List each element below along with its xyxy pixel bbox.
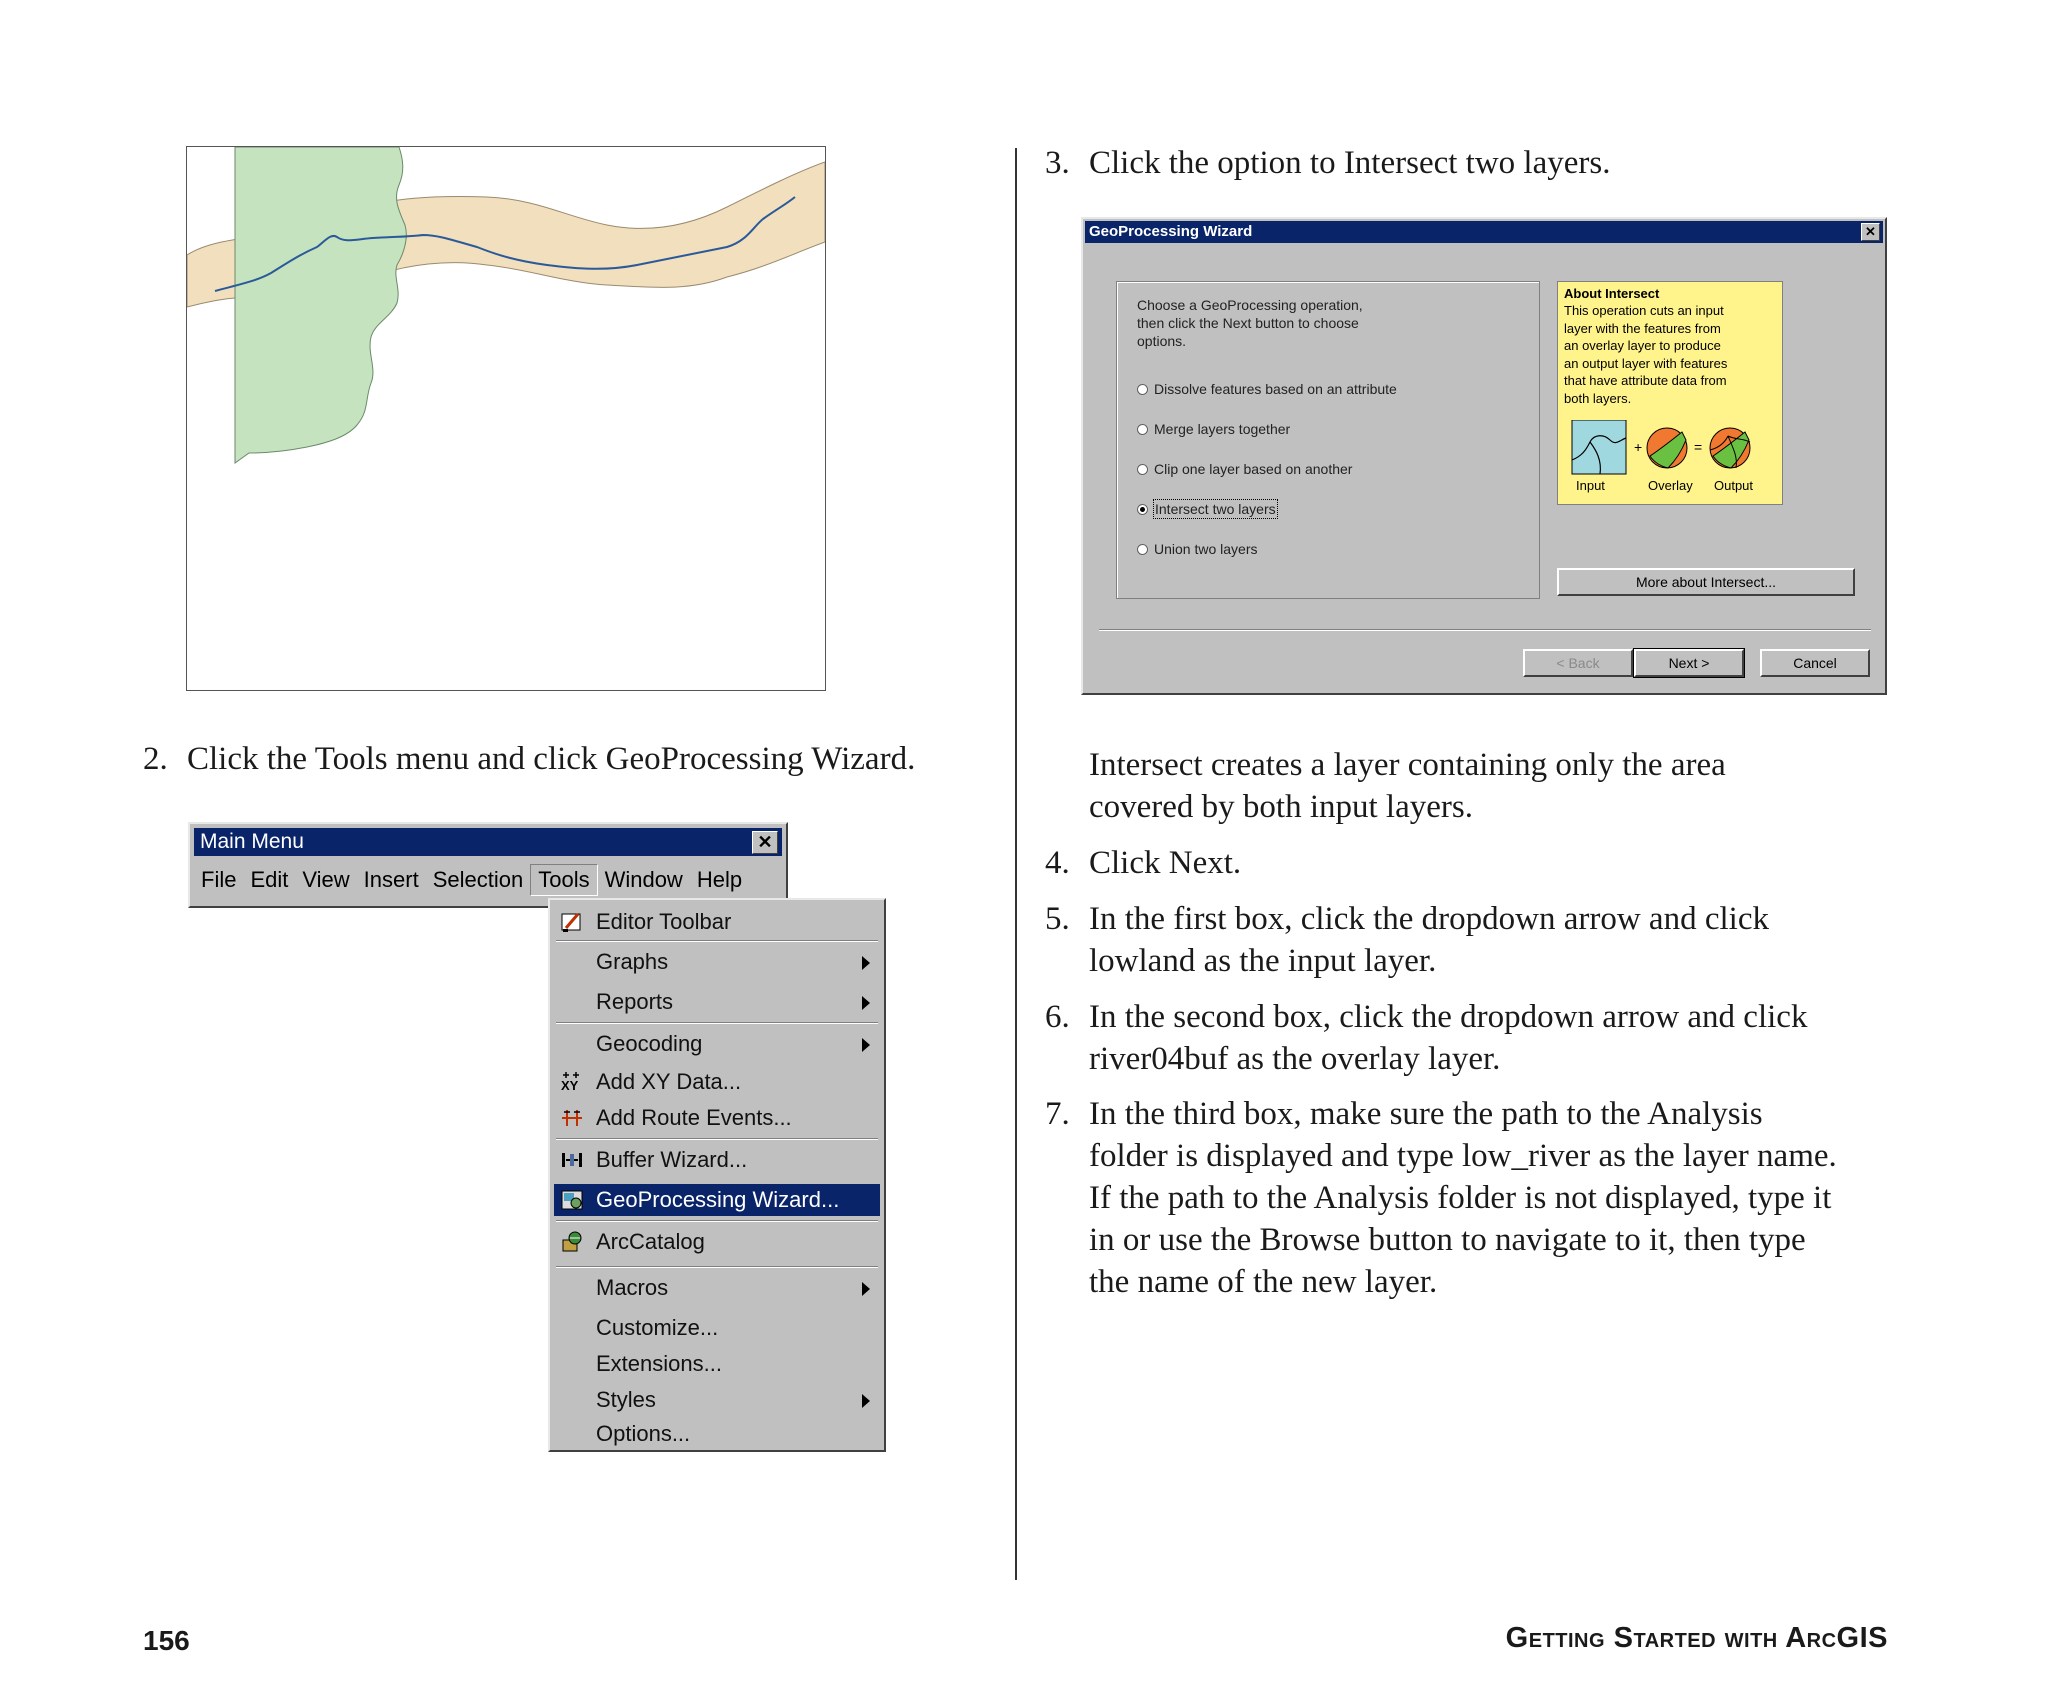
dialog-separator	[1099, 629, 1871, 631]
equals-sign: =	[1694, 439, 1703, 455]
menu-item-buffer-wizard[interactable]: Buffer Wizard...	[554, 1144, 880, 1176]
submenu-arrow-icon	[862, 956, 870, 970]
menu-item-geocoding[interactable]: Geocoding	[554, 1028, 880, 1060]
submenu-arrow-icon	[862, 1038, 870, 1052]
book-title: Getting Started with ArcGIS	[1505, 1622, 1888, 1654]
about-title: About Intersect	[1564, 286, 1660, 301]
menu-help[interactable]: Help	[696, 867, 743, 892]
main-menu-window	[188, 822, 788, 908]
submenu-arrow-icon	[862, 1394, 870, 1408]
wizard-instructions: Choose a GeoProcessing operation, then click the Next button to choose options.	[1137, 297, 1363, 349]
menu-item-add-xy-data[interactable]: XY Add XY Data...	[561, 1069, 742, 1094]
back-button[interactable]: < Back	[1523, 649, 1633, 677]
lowland-polygon	[235, 147, 406, 463]
menu-item-add-route-events[interactable]: Add Route Events...	[554, 1102, 880, 1134]
submenu-arrow-icon	[862, 1282, 870, 1296]
menu-window[interactable]: Window	[604, 867, 683, 892]
map-canvas	[187, 147, 825, 690]
menu-separator	[556, 1138, 878, 1140]
caption-overlay: Overlay	[1648, 478, 1693, 493]
step-3-number: 3.	[1045, 145, 1070, 181]
step-2	[143, 738, 915, 780]
menu-item-editor-toolbar[interactable]: Editor Toolbar	[554, 906, 880, 938]
menu-item-graphs[interactable]: Graphs	[554, 946, 880, 978]
next-button[interactable]: Next >	[1634, 649, 1744, 677]
overlay-layer-icon	[1647, 428, 1687, 468]
menu-insert[interactable]: Insert	[363, 867, 419, 892]
menu-separator	[556, 1022, 878, 1024]
column-divider	[1015, 148, 1017, 1580]
menu-bar	[194, 862, 782, 898]
menu-file[interactable]: File	[201, 867, 237, 892]
add-route-events-icon	[560, 1106, 584, 1130]
menu-item-extensions[interactable]: Extensions...	[596, 1351, 722, 1376]
geoprocessing-wizard-dialog	[1081, 217, 1887, 695]
intersect-diagram	[1570, 420, 1770, 476]
wizard-title: GeoProcessing Wizard	[1089, 223, 1253, 240]
radio-button[interactable]	[1137, 464, 1148, 475]
option-union[interactable]: Union two layers	[1137, 540, 1258, 558]
menu-item-options[interactable]: Options...	[596, 1421, 691, 1446]
intersect-note: Intersect creates a layer containing only the area covered by both input layers.	[1089, 747, 1726, 825]
editor-toolbar-icon	[560, 910, 584, 934]
svg-text:XY: XY	[561, 1078, 579, 1093]
menu-item-geoprocessing-wizard[interactable]: GeoProcessing Wizard...	[554, 1184, 880, 1216]
radio-button-selected[interactable]	[1137, 504, 1148, 515]
more-about-intersect-button[interactable]: More about Intersect...	[1557, 568, 1855, 596]
main-menu-title: Main Menu	[200, 830, 304, 853]
menu-separator	[556, 1266, 878, 1268]
option-intersect[interactable]: Intersect two layers	[1137, 500, 1277, 518]
submenu-arrow-icon	[862, 996, 870, 1010]
close-icon[interactable]: ✕	[1861, 223, 1880, 241]
step-3-text: Click the option to Intersect two layers.	[1089, 145, 1611, 181]
page-number: 156	[143, 1625, 190, 1656]
map-figure	[186, 146, 826, 691]
option-merge[interactable]: Merge layers together	[1137, 420, 1290, 438]
tools-dropdown	[548, 898, 886, 1452]
radio-button[interactable]	[1137, 544, 1148, 555]
menu-item-arccatalog[interactable]: ArcCatalog	[554, 1226, 880, 1258]
caption-input: Input	[1576, 478, 1605, 493]
arccatalog-icon	[560, 1230, 584, 1254]
step-5: 5. In the first box, click the dropdown arrow and click lowland as the input layer.	[1045, 901, 1769, 979]
plus-sign: +	[1634, 439, 1643, 455]
menu-item-styles[interactable]: Styles	[554, 1384, 880, 1416]
cancel-button[interactable]: Cancel	[1760, 649, 1870, 677]
input-layer-icon	[1572, 420, 1626, 474]
menu-item-reports[interactable]: Reports	[554, 986, 880, 1018]
radio-button[interactable]	[1137, 424, 1148, 435]
step-6: 6. In the second box, click the dropdown arrow and click river04buf as the overlay layer.	[1045, 999, 1808, 1077]
close-icon[interactable]: ✕	[752, 831, 778, 854]
menu-item-macros[interactable]: Macros	[554, 1272, 880, 1304]
menu-separator	[556, 940, 878, 942]
operation-panel	[1116, 281, 1540, 599]
option-dissolve[interactable]: Dissolve features based on an attribute	[1137, 380, 1397, 398]
menu-edit[interactable]: Edit	[250, 867, 289, 892]
caption-output: Output	[1714, 478, 1754, 493]
menu-view[interactable]: View	[302, 867, 350, 892]
option-clip[interactable]: Clip one layer based on another	[1137, 460, 1352, 478]
wizard-titlebar[interactable]	[1085, 221, 1883, 243]
output-layer-icon	[1710, 428, 1750, 468]
about-description: This operation cuts an input layer with the features from an overlay layer to produce an output layer with features that have attribute data from both layers.	[1564, 303, 1728, 406]
step-2-number: 2.	[143, 741, 168, 777]
geoprocessing-wizard-icon	[560, 1188, 584, 1212]
step-3	[1045, 142, 1610, 184]
menu-tools[interactable]: Tools	[530, 864, 597, 896]
step-2-text: Click the Tools menu and click GeoProcessing Wizard.	[187, 741, 916, 777]
buffer-wizard-icon	[560, 1148, 584, 1172]
menu-separator	[556, 1220, 878, 1222]
step-4: 4. Click Next.	[1045, 845, 1242, 881]
step-7: 7. In the third box, make sure the path to the Analysis folder is displayed and type low_river as the layer name. If the path to the Analysis folder is not displayed, type it in or use the Browse button to navigate to it, then type the name of the new layer.	[1045, 1096, 1837, 1300]
main-menu-titlebar[interactable]	[194, 828, 782, 856]
radio-button[interactable]	[1137, 384, 1148, 395]
about-intersect-panel	[1557, 281, 1783, 505]
menu-selection[interactable]: Selection	[432, 867, 524, 892]
menu-item-customize[interactable]: Customize...	[596, 1315, 719, 1340]
add-xy-data-icon	[560, 1070, 584, 1094]
